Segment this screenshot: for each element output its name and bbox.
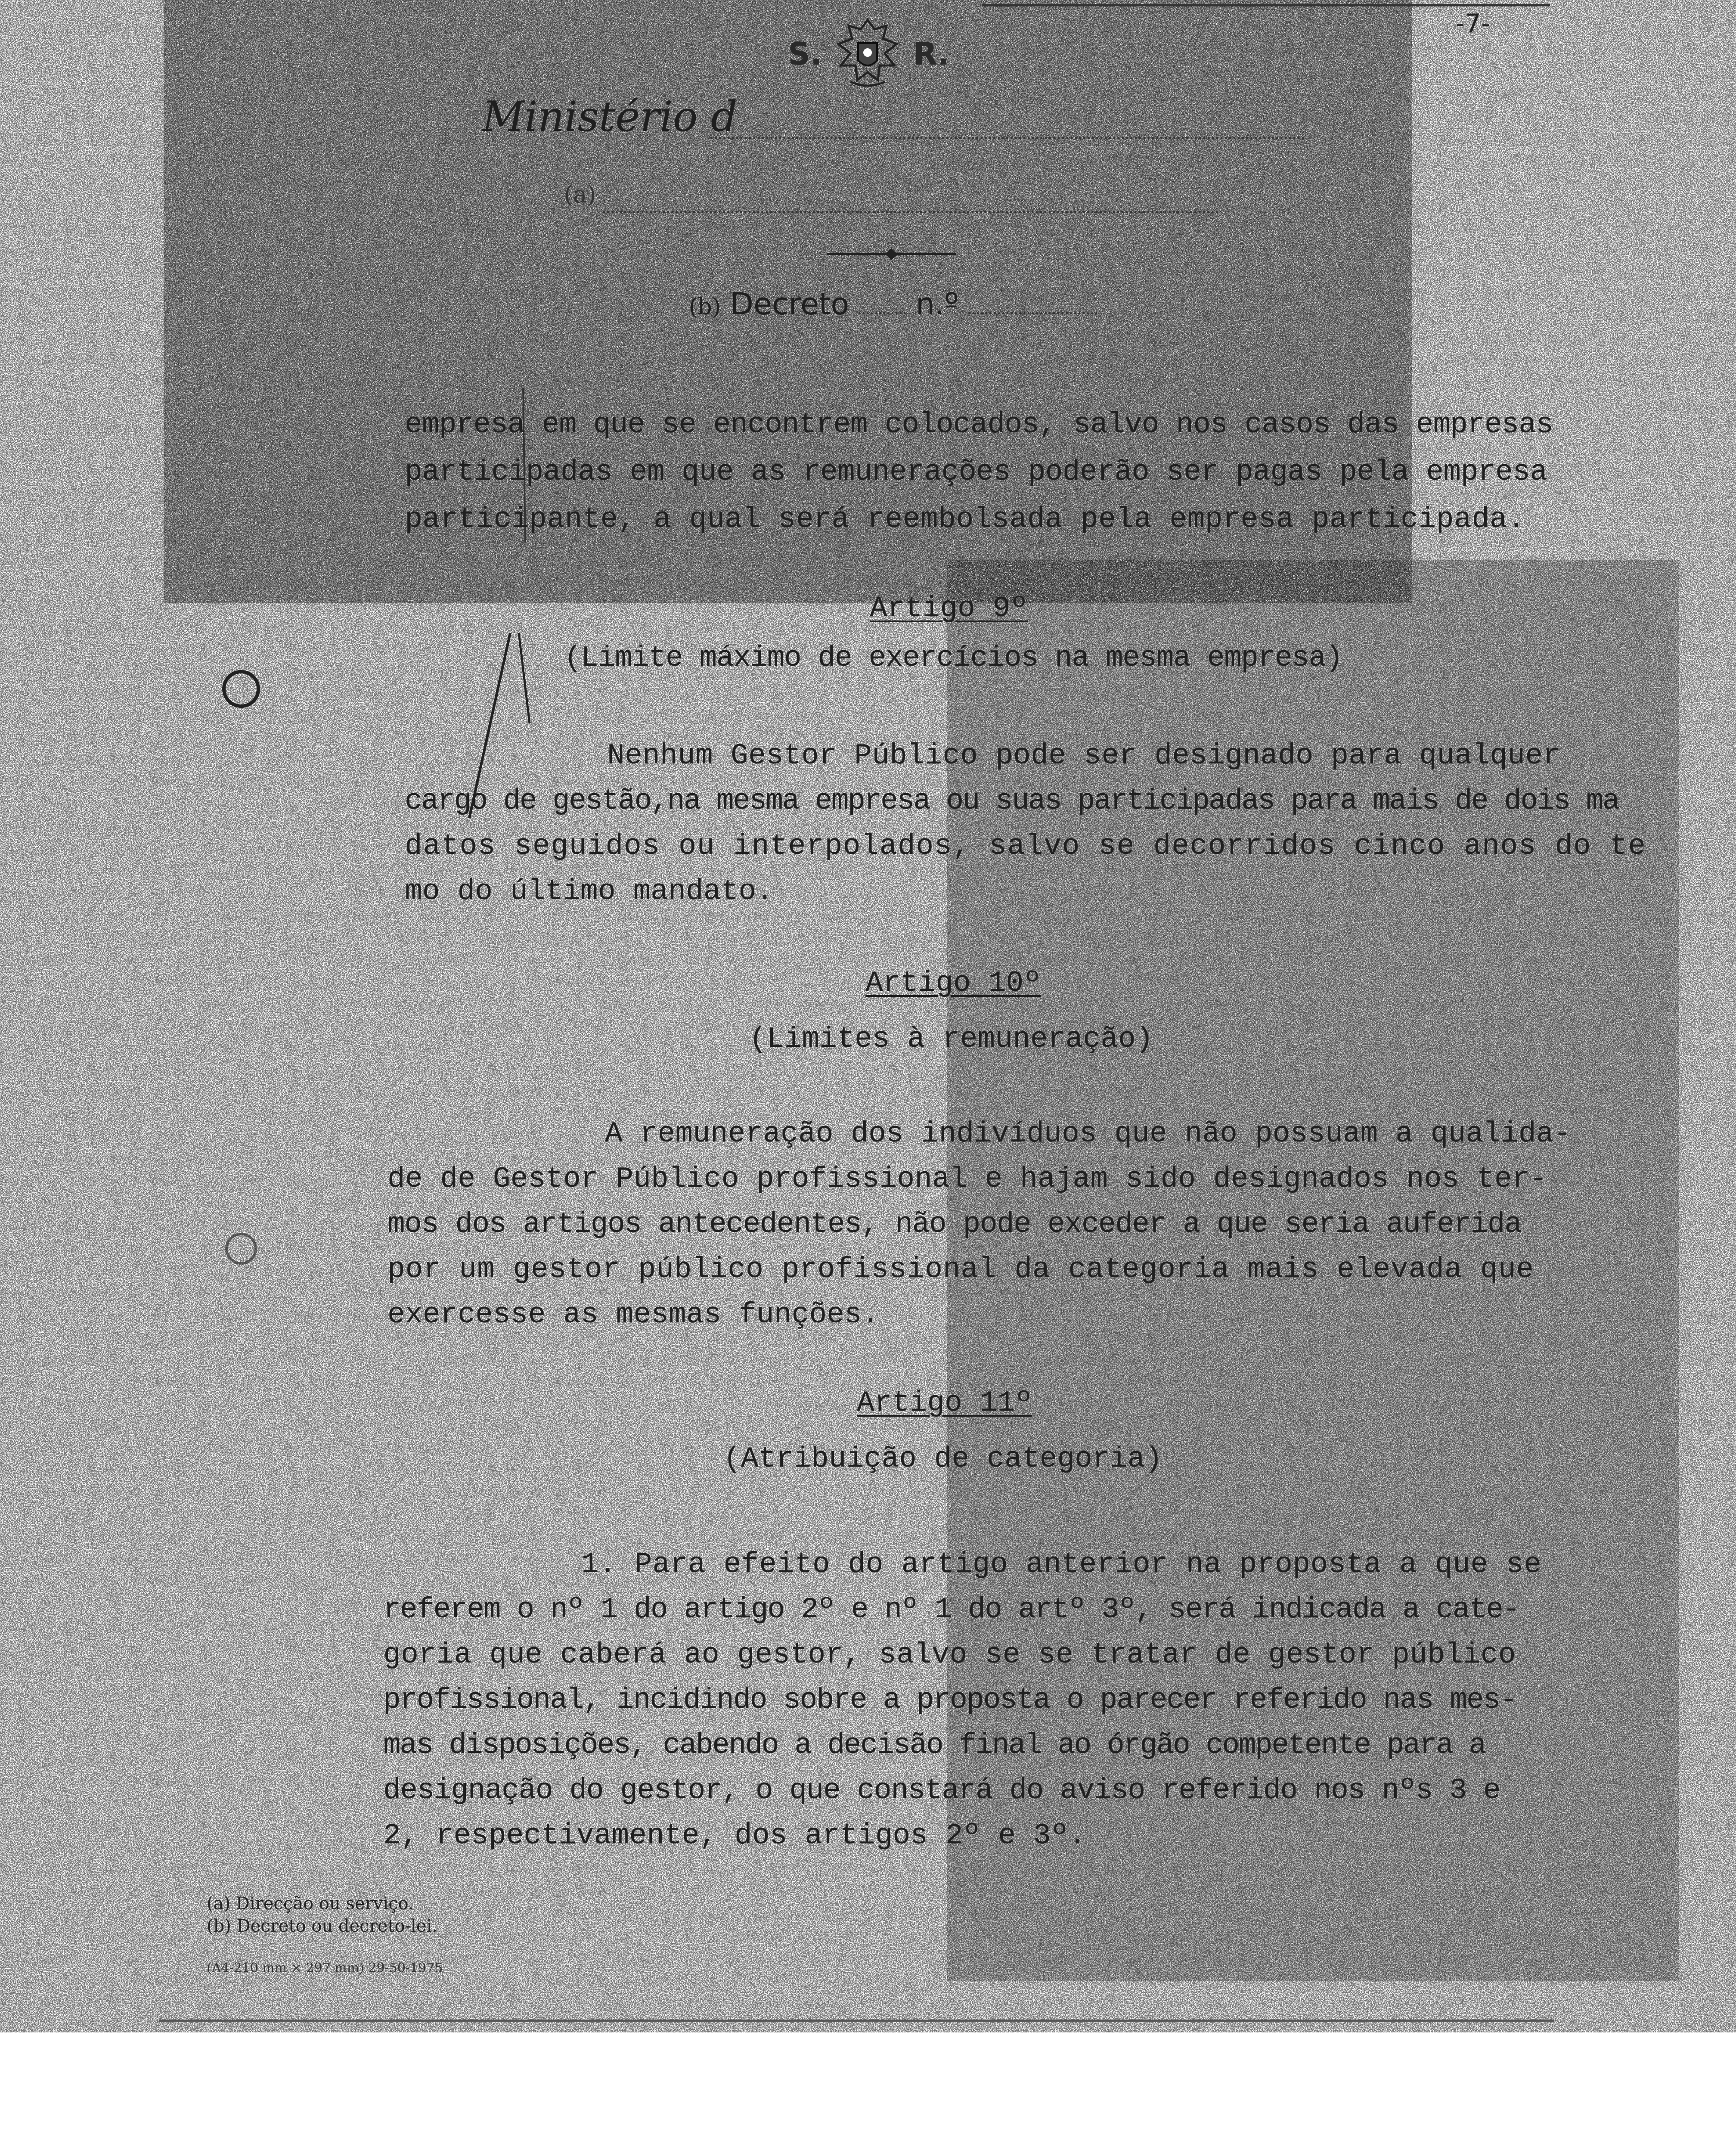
text-line: mo do último mandato. bbox=[405, 875, 774, 908]
emblem-right-letter: R. bbox=[913, 36, 949, 72]
footnote-b: (b) Decreto ou decreto-lei. bbox=[207, 1916, 437, 1936]
footnote-a: (a) Direcção ou serviço. bbox=[207, 1894, 414, 1914]
text-line: profissional, incidindo sobre a proposta o parecer referido nas mes- bbox=[383, 1684, 1516, 1717]
emblem-left-letter: S. bbox=[788, 36, 822, 72]
decreto-label: Decreto bbox=[730, 286, 849, 322]
text-line: 2, respectivamente, dos artigos 2º e 3º. bbox=[383, 1819, 1086, 1852]
decreto-number-label: n.º bbox=[916, 286, 959, 322]
text-line: exercesse as mesmas funções. bbox=[388, 1298, 880, 1331]
text-line: participante, a qual será reembolsada pela empresa participada. bbox=[405, 503, 1507, 536]
text-line: designação do gestor, o que constará do aviso referido nos nºs 3 e bbox=[383, 1774, 1500, 1807]
text-line: de de Gestor Público profissional e hajam sido designados nos ter- bbox=[388, 1163, 1547, 1196]
text-line: mos dos artigos antecedentes, não pode exceder a que seria auferida bbox=[388, 1208, 1522, 1241]
artigo-11-subtitle: (Atribuição de categoria) bbox=[723, 1443, 1162, 1476]
text-line: Nenhum Gestor Público pode ser designado para qualquer bbox=[607, 739, 1560, 772]
text-line: referem o nº 1 do artigo 2º e nº 1 do artº 3º, será indicada a cate- bbox=[383, 1593, 1519, 1626]
paper-format-note: (A4-210 mm × 297 mm) 29-50-1975 bbox=[207, 1961, 443, 1976]
artigo-10-title: Artigo 10º bbox=[865, 967, 1041, 1000]
page-number: -7- bbox=[1455, 9, 1490, 39]
field-a-label: (a) bbox=[564, 181, 596, 208]
ministry-label: Ministério d bbox=[482, 93, 738, 141]
text-line: goria que caberá ao gestor, salvo se se tratar de gestor público bbox=[383, 1638, 1516, 1672]
artigo-9-subtitle: (Limite máximo de exercícios na mesma empresa) bbox=[564, 642, 1342, 675]
text-line: empresa em que se encontrem colocados, salvo nos casos das empresas bbox=[405, 408, 1587, 441]
text-line: participadas em que as remunerações poderão ser pagas pela empresa bbox=[405, 456, 1563, 489]
artigo-11-title: Artigo 11º bbox=[857, 1387, 1032, 1420]
footnote-b-marker: (b) bbox=[689, 294, 721, 320]
artigo-10-subtitle: (Limites à remuneração) bbox=[749, 1023, 1153, 1056]
artigo-9-title: Artigo 9º bbox=[870, 592, 1028, 625]
text-line: datos seguidos ou interpolados, salvo se decorridos cinco anos do te bbox=[405, 830, 1646, 863]
text-line: por um gestor público profissional da categoria mais elevada que bbox=[388, 1253, 1534, 1286]
text-line: mas disposições, cabendo a decisão final ao órgão competente para a bbox=[383, 1729, 1485, 1762]
text-line: A remuneração dos indivíduos que não possuam a qualida- bbox=[605, 1117, 1571, 1151]
text-line: 1. Para efeito do artigo anterior na proposta a que se bbox=[581, 1548, 1542, 1581]
text-line: cargo de gestão,na mesma empresa ou suas participadas para mais de dois ma bbox=[405, 785, 1619, 818]
